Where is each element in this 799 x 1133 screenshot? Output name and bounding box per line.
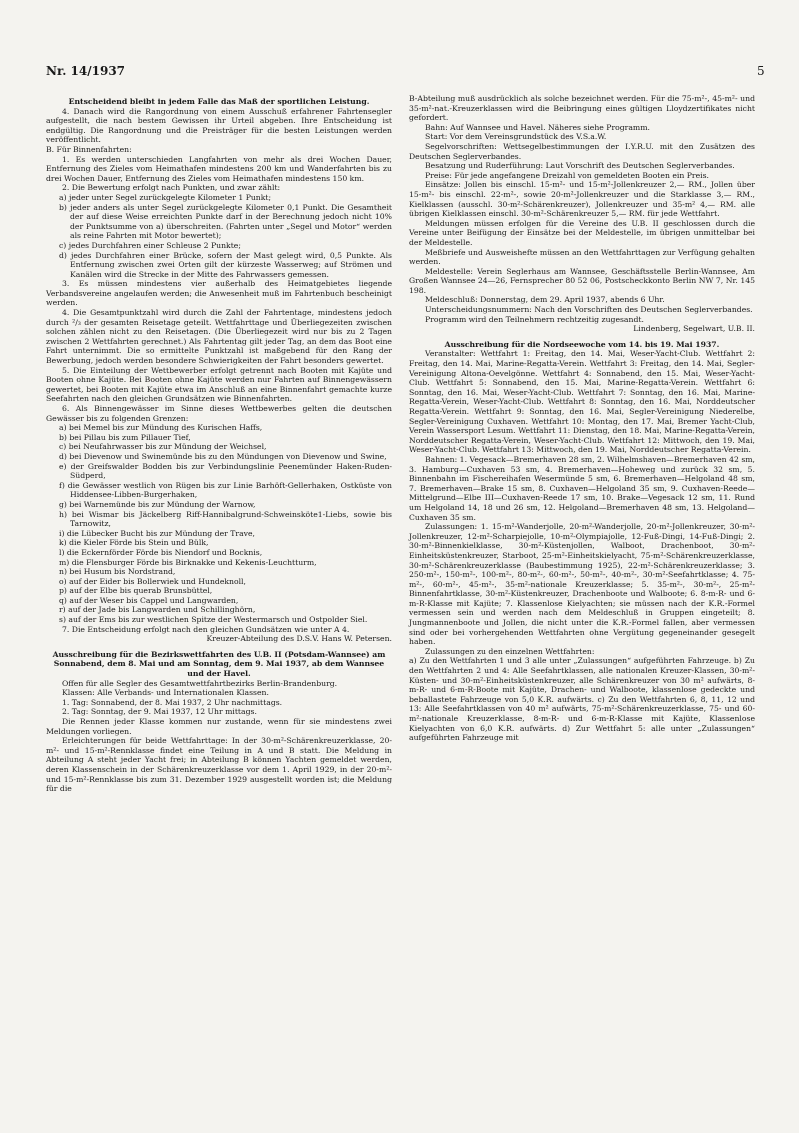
- paragraph: 1. Es werden unterschieden Langfahrten von mehr als drei Wochen Dauer, Entfernung des Zieles vom Heimathafen mindestens 200 km und Wanderfahrten bis zu drei Wochen Dauer, Entfernung des Zieles vom Heimathafen mindestens 150 km.: [46, 154, 392, 183]
- paragraph: a) Zu den Wettfahrten 1 und 3 alle unter „Zulassungen“ aufgeführten Fahrzeuge. b) Zu den Wettfahrten 2 und 4: Alle Seefahrtklassen, alle nationalen Kreuzer-Klassen, 30-m²-Küsten- und 30-m²-Einheitsküstenkreuzer, alle Schärenkreuzer von 30 m² aufwärts, 8-m-R- und 6-m-R-Boote mit Kajüte, Drachen- und Walboote, klassenlose gedeckte und beballastete Fahrzeuge von 5,0 K.R. aufwärts. c) Zu den Wettfahrten 6, 8, 11, 12 und 13: Alle Seefahrtklassen von 40 m² aufwärts, 75-m²-Schärenkreuzerklasse, 75- und 60-m²-nationale Kreuzerklasse, 8-m-R- und 6-m-R-Klasse mit Kajüte, Klassenlose Kielyachten von 6,0 K.R. aufwärts. d) Zur Wettfahrt 5: alle unter „Zulassungen“ aufgeführten Fahrzeuge mit: [409, 656, 755, 743]
- paragraph: Die Rennen jeder Klasse kommen nur zustande, wenn für sie mindestens zwei Meldungen vorliegen.: [46, 717, 392, 736]
- paragraph: 4. Danach wird die Rangordnung von einem Ausschuß erfahrener Fahrtensegler aufgestellt, die nach bestem Gewissen ihr Urteil abgeben. Ihre Entscheidung ist endgültig. Die Rangordnung und die Preisträger für die besten Leistungen werden veröffentlicht.: [46, 106, 392, 145]
- paragraph: Meldungen müssen erfolgen für die Vereine des U.B. II geschlossen durch die Vereine unter Beifügung der Einsätze bei der Meldestelle, im übrigen unmittelbar bei der Meldestelle.: [409, 218, 755, 247]
- list-item: b) bei Pillau bis zum Pillauer Tief,: [59, 432, 191, 442]
- paragraph: Preise: Für jede angefangene Dreizahl von gemeldeten Booten ein Preis.: [425, 170, 709, 180]
- page-number: 5: [757, 64, 765, 78]
- list-item: d) jedes Durchfahren einer Brücke, sofern der Mast gelegt wird, 0,5 Punkte. Als Entfernung zwischen zwei Orten gilt der kürzeste Wasserweg; auf Strömen und Kanälen wird die Strecke in der Mitte des Fahrwassers gemessen.: [59, 250, 392, 279]
- paragraph: Offen für alle Segler des Gesamtwettfahrtbezirks Berlin-Brandenburg.: [62, 678, 338, 688]
- right-column: [409, 94, 755, 743]
- list-item: l) die Eckernförder Förde bis Niendorf und Bocknis,: [59, 547, 263, 557]
- paragraph: Besatzung und Ruderführung: Laut Vorschrift des Deutschen Seglerverbandes.: [425, 161, 735, 171]
- paragraph: Bahn: Auf Wannsee und Havel. Näheres siehe Programm.: [425, 122, 650, 132]
- paragraph: Klassen: Alle Verbands- und Internationalen Klassen.: [62, 688, 269, 698]
- paragraph: Meßbriefe und Ausweishefte müssen an den Wettfahrttagen zur Verfügung gehalten werden.: [409, 247, 755, 267]
- signature: Lindenberg, Segelwart, U.B. II.: [633, 324, 755, 334]
- paragraph: Veranstalter: Wettfahrt 1: Freitag, den 14. Mai, Weser-Yacht-Club. Wettfahrt 2: Freitag, den 14. Mai, Marine-Regatta-Verein. Wettfahrt 3: Freitag, den 14. Mai, Segler-Vereinigung Altona-Oevelgönne. Wettfahrt 4: Sonnabend, den 15. Mai, Weser-Yacht-Club. Wettfahrt 5: Sonnabend, den 15. Mai, Marine-Regatta-Verein. Wettfahrt 6: Sonntag, den 16. Mai, Weser-Yacht-Club. Wettfahrt 7: Sonntag, den 16. Mai, Marine-Regatta-Verein, Weser-Yacht-Club. Wettfahrt 8: Sonntag, den 16. Mai, Norddeutscher Regatta-Verein. Wettfahrt 9: Sonntag, den 16. Mai, Segler-Vereinigung Niederelbe, Segler-Vereinigung Cuxhaven. Wettfahrt 10: Montag, den 17. Mai, Bremer Yacht-Club, Verein Wassersport Lesum. Wettfahrt 11: Dienstag, den 18. Mai, Marine-Regatta-Verein, Norddeutscher Regatta-Verein, Weser-Yacht-Club. Wettfahrt 12: Mittwoch, den 19. Mai, Weser-Yacht-Club. Wettfahrt 13: Mittwoch, den 19. Mai, Norddeutscher Regatta-Verein.: [409, 349, 755, 455]
- list-item: m) die Flensburger Förde bis Birknakke und Kekenis-Leuchtturm,: [59, 557, 317, 567]
- list-item: a) jeder unter Segel zurückgelegte Kilometer 1 Punkt;: [59, 192, 272, 202]
- paragraph: 3. Es müssen mindestens vier außerhalb des Heimatgebietes liegende Verbandsvereine angelaufen werden; die Anwesenheit muß im Fahrtenbuch bescheinigt werden.: [46, 279, 392, 308]
- paragraph: 4. Die Gesamtpunktzahl wird durch die Zahl der Fahrtentage, mindestens jedoch durch ²/₃ der gesamten Reisetage geteilt. Wettfahrttage und Überliegezeiten zwischen solchen zählen nicht zu den Reisetagen. (Die Überliegezeit wird nur bis zu 2 Tagen zwischen 2 Wettfahrten gerechnet.) Als Fahrtentag gilt jeder Tag, an dem das Boot eine Fahrt unternimmt. Die so ermittelte Punktzahl ist maßgebend für den Rang der Bewerbung, jedoch werden besondere Schwierigkeiten der Fahrt besonders gewertet.: [46, 308, 392, 366]
- list-item: a) bei Memel bis zur Mündung des Kurischen Haffs,: [59, 423, 263, 433]
- paragraph: Meldestelle: Verein Seglerhaus am Wannsee, Geschäftsstelle Berlin-Wannsee, Am Großen Wannsee 24—26, Fernsprecher 80 52 06, Postscheckkonto Berlin NW 7, Nr. 145 198.: [409, 266, 755, 295]
- subsection-title: Zulassungen zu den einzelnen Wettfahrten:: [425, 646, 595, 656]
- section-heading: Entscheidend bleibt in jedem Falle das Maß der sportlichen Leistung.: [68, 97, 370, 106]
- list-item: g) bei Warnemünde bis zur Mündung der Warnow,: [59, 499, 256, 509]
- paragraph: Start: Vor dem Vereinsgrundstück des V.S.a.W.: [425, 132, 607, 142]
- paragraph: Programm wird den Teilnehmern rechtzeitig zugesandt.: [425, 314, 644, 324]
- list-item: c) bei Neufahrwasser bis zur Mündung der Weichsel,: [59, 442, 267, 452]
- list-item: c) jedes Durchfahren einer Schleuse 2 Punkte;: [59, 240, 241, 250]
- list-item: o) auf der Eider bis Bollerwiek und Hundeknoll,: [59, 576, 246, 586]
- paragraph: 5. Die Einteilung der Wettbewerber erfolgt getrennt nach Booten mit Kajüte und Booten ohne Kajüte. Bei Booten ohne Kajüte werden nur Fahrten auf Binnengewässern gewertet, bei Booten mit Kajüte etwa im Anschluß an eine Binnenfahrt gemachte kurze Seefahrten nach den gleichen Grundsätzen wie Binnenfahrten.: [46, 365, 392, 404]
- list-item: b) jeder anders als unter Segel zurückgelegte Kilometer 0,1 Punkt. Die Gesamtheit der auf diese Weise erreichten Punkte darf in der Berechnung jedoch nicht 10% der Punktsumme von a) überschreiten. (Fahrten unter „Segel und Motor“ werden als reine Fahrten mit Motor bewertet);: [59, 202, 392, 241]
- list-item: p) auf der Elbe bis querab Brunsbüttel,: [59, 586, 213, 596]
- paragraph: Erleichterungen für beide Wettfahrttage: In der 30-m²-Schärenkreuzerklasse, 20-m²- und 15-m²-Rennklasse findet eine Teilung in A und B statt. Die Meldung in Abteilung A steht jeder Yacht frei; in Abteilung B können Yachten gemeldet werden, deren Klassenschein in der Schärenkreuzerklasse vor dem 1. April 1929, in der 20-m²- und 15-m²-Rennklasse bis zum 31. Dezember 1929 ausgestellt worden ist; die Meldung für die: [46, 736, 392, 794]
- paragraph: Unterscheidungsnummern: Nach den Vorschriften des Deutschen Seglerverbandes.: [425, 305, 753, 315]
- section-heading: Ausschreibung für die Bezirkswettfahrten des U.B. II (Potsdam-Wannsee) am Sonnabend, dem 8. Mai und am Sonntag, dem 9. Mai 1937, ab dem Wannsee und der Havel.: [52, 649, 386, 679]
- list-item: k) die Kieler Förde bis Stein und Bülk,: [59, 538, 209, 548]
- list-item: n) bei Husum bis Nordstrand,: [59, 567, 176, 577]
- list-item: s) auf der Ems bis zur westlichen Spitze der Westermarsch und Ostpolder Siel.: [59, 615, 368, 625]
- list-item: f) die Gewässer westlich von Rügen bis zur Linie Barhöft-Gellerhaken, Ostküste von Hiddensee-Libben-Burgerhaken,: [59, 480, 392, 500]
- list-item: r) auf der Jade bis Langwarden und Schillinghörn,: [59, 605, 256, 615]
- paragraph: 2. Die Bewertung erfolgt nach Punkten, und zwar zählt:: [62, 183, 281, 193]
- paragraph: Einsätze: Jollen bis einschl. 15-m²- und 15-m²-Jollenkreuzer 2,— RM., Jollen über 15-m²- bis einschl. 22-m²-, sowie 20-m²-Jollenkreuzer und die Starklasse 3,— RM., Kielklassen (ausschl. 30-m²-Schärenkreuzer), Jollenkreuzer und 35-m² 4,— RM. alle übrigen Kielklassen einschl. 30-m²-Schärenkreuzer 5,— RM. für jede Wettfahrt.: [409, 180, 755, 219]
- signature: Kreuzer-Abteilung des D.S.V. Hans W. Petersen.: [206, 634, 392, 644]
- issue-number: Nr. 14/1937: [46, 64, 126, 78]
- list-item: e) der Greifswalder Bodden bis zur Verbindungslinie Peenemünder Haken-Ruden-Südperd,: [59, 461, 392, 481]
- paragraph: 7. Die Entscheidung erfolgt nach den gleichen Gundsätzen wie unter A 4.: [62, 624, 350, 634]
- list-item: i) die Lübecker Bucht bis zur Mündung der Trave,: [59, 528, 255, 538]
- list-item: q) auf der Weser bis Cappel und Langwarden,: [59, 595, 239, 605]
- paragraph: 2. Tag: Sonntag, der 9. Mai 1937, 12 Uhr mittags.: [62, 707, 257, 717]
- paragraph: B-Abteilung muß ausdrücklich als solche bezeichnet werden. Für die 75-m²-, 45-m²- und 35-m²-nat.-Kreuzerklassen wird die Beibringung eines gültigen Lloydzertifikates nicht gefordert.: [409, 94, 755, 123]
- paragraph: 6. Als Binnengewässer im Sinne dieses Wettbewerbes gelten die deutschen Gewässer bis zu folgenden Grenzen:: [46, 404, 392, 423]
- paragraph: Bahnen: 1. Vegesack—Bremerhaven 28 sm, 2. Wilhelmshaven—Bremerhaven 42 sm, 3. Hamburg—Cuxhaven 53 sm, 4. Bremerhaven—Hoheweg und zurück 32 sm, 5. Binnenbahn im Fischereihafen Wesermünde 5 sm, 6. Bremerhaven—Helgoland 48 sm, 7. Bremerhaven—Brake 15 sm, 8. Cuxhaven—Helgoland 35 sm, 9. Cuxhaven-Reede—Mittelgrund—Elbe III—Cuxhaven-Reede 17 sm, 10. Brake—Vegesack 12 sm, 11. Rund um Helgoland 14, 18 und 26 sm, 12. Helgoland—Bremerhaven 48 sm, 13. Helgoland—Cuxhaven 35 sm.: [409, 454, 755, 522]
- subsection-title: B. Für Binnenfahrten:: [46, 144, 132, 154]
- left-column: [46, 97, 392, 794]
- list-item: h) bei Wismar bis Jäckelberg Riff-Hannibalgrund-Schweinsköte1-Liebs, sowie bis Tarnowitz,: [59, 509, 392, 529]
- paragraph: Zulassungen: 1. 15-m²-Wanderjolle, 20-m²-Wanderjolle, 20-m²-Jollenkreuzer, 30-m²-Jollenkreuzer, 12-m²-Scharpiejolle, 10-m²-Olympiajolle, 12-Fuß-Dingi, 14-Fuß-Dingi; 2. 30-m²-Binnenkielklasse, 30-m²-Küstenjollen, Walboot, Drachenboot, 30-m²-Einheitsküstenkreuzer, Starboot, 25-m²-Einheitskielyacht, 75-m²-Schärenkreuzerklasse, 30-m²-Schärenkreuzerklasse (Baubestimmung 1925), 22-m²-Schärenkreuzerklasse; 3. 250-m²-, 150-m²-, 100-m²-, 80-m²-, 60-m²-, 50-m²-, 40-m²-, 30-m²-Seefahrtklasse; 4. 75-m²-, 60-m²-, 45-m²-, 35-m²-nationale Kreuzerklasse; 5. 35-m²-, 30-m²-, 25-m²-Binnenfahrtklasse, 30-m²-Küstenkreuzer, Drachenboote und Walboote; 6. 8-m-R- und 6-m-R-Klasse mit Kajüte; 7. Klassenlose Kielyachten; sie müssen nach der K.R.-Formel vermessen sein und werden nach dem Meldeschluß in Gruppen eingeteilt; 8. Jungmannenboote und Jollen, die nicht unter die K.R.-Formel fallen, aber vermessen sind oder bei vorhergehenden Wettfahrten ohne Vergütung gegeneinander gesegelt haben.: [409, 522, 755, 647]
- section-heading: Ausschreibung für die Nordseewoche vom 14. bis 19. Mai 1937.: [444, 339, 720, 349]
- list-item: d) bei Dievenow und Swinemünde bis zu den Mündungen von Dievenow und Swine,: [59, 451, 387, 461]
- paragraph: Segelvorschriften: Wettsegelbestimmungen der I.Y.R.U. mit den Zusätzen des Deutschen Seglerverbandes.: [409, 141, 755, 161]
- paragraph: 1. Tag: Sonnabend, der 8. Mai 1937, 2 Uhr nachmittags.: [62, 697, 283, 707]
- paragraph: Meldeschluß: Donnerstag, dem 29. April 1937, abends 6 Uhr.: [425, 295, 665, 305]
